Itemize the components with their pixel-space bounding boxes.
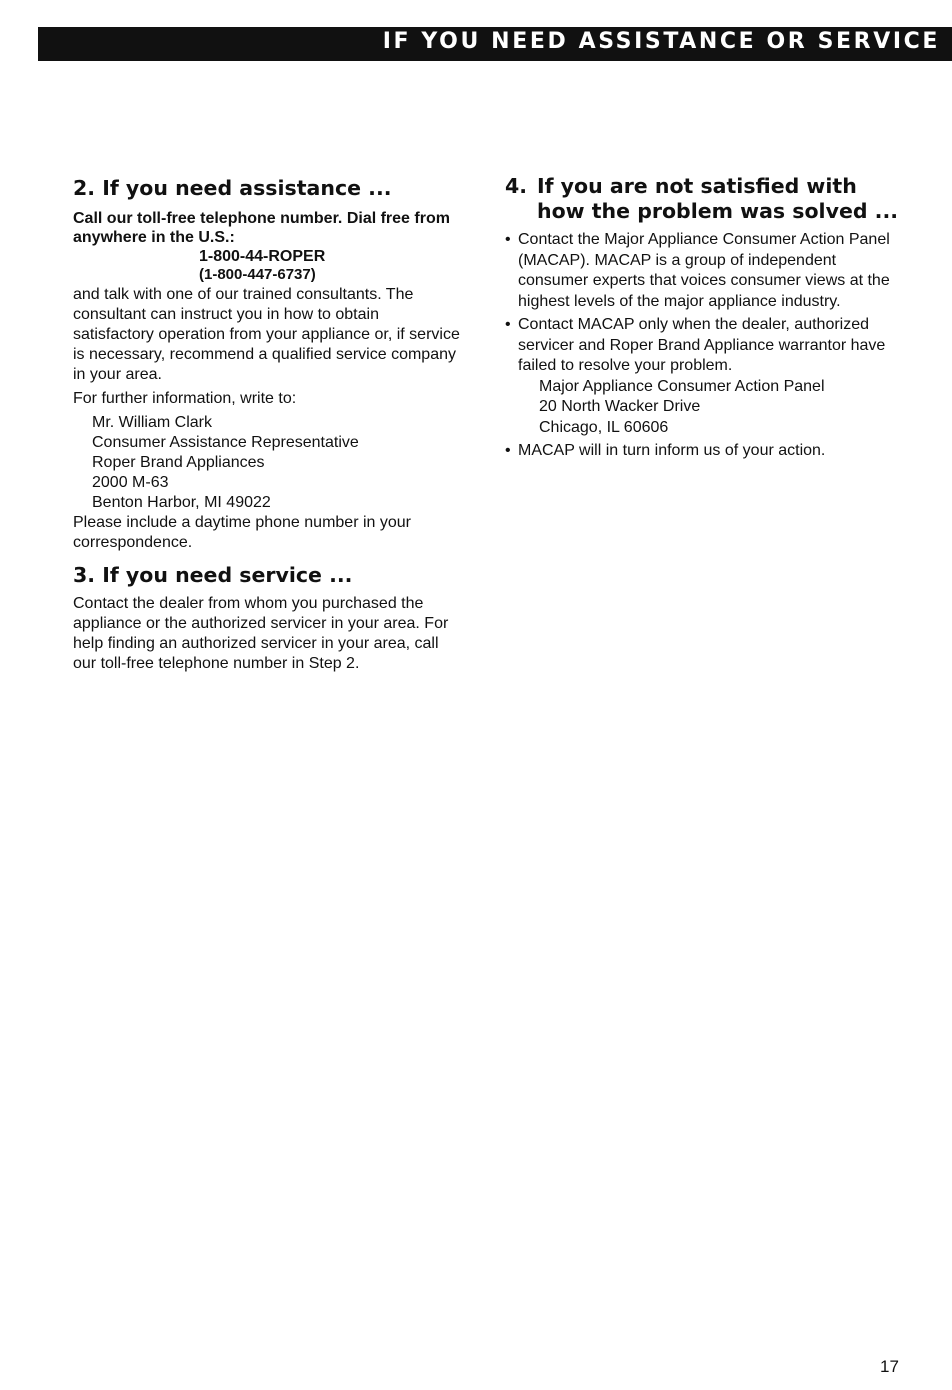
list-item-text: Contact the Major Appliance Consumer Action Panel (MACAP). MACAP is a group of independent consumer experts that voices consumer views at the highest levels of the major appliance industry. bbox=[518, 231, 890, 310]
bullet-icon: • bbox=[505, 442, 511, 459]
section-3-heading bbox=[73, 563, 463, 588]
address-line: 20 North Wacker Drive bbox=[539, 398, 701, 415]
address-line: Chicago, IL 60606 bbox=[539, 418, 669, 436]
section-2-lead: Call our toll-free telephone number. Dial free from anywhere in the U.S.: bbox=[73, 210, 450, 246]
macap-address bbox=[518, 377, 905, 439]
section-2-body: and talk with one of our trained consultants. The consultant can instruct you in how to obtain satisfactory operation from your appliance or, if service is necessary, recommend a qualified service company in your area. bbox=[73, 286, 460, 383]
bullet-icon: • bbox=[505, 316, 511, 333]
list-item bbox=[505, 230, 905, 312]
address-line: Benton Harbor, MI 49022 bbox=[92, 494, 271, 511]
section-4-title: If you are not satisfied with how the problem was solved ... bbox=[537, 174, 899, 223]
section-2-heading bbox=[73, 176, 463, 201]
phone-number-digits: (1-800-447-6737) bbox=[199, 266, 316, 283]
address-line: 2000 M-63 bbox=[92, 474, 169, 491]
page-header-title: IF YOU NEED ASSISTANCE OR SERVICE bbox=[382, 29, 940, 54]
list-item bbox=[505, 441, 905, 462]
right-column bbox=[505, 174, 905, 465]
section-3-number: 3. bbox=[73, 563, 96, 587]
header-bar bbox=[38, 27, 952, 61]
phone-number-word: 1-800-44-ROPER bbox=[199, 248, 326, 265]
section-3-title: If you need service ... bbox=[102, 563, 353, 587]
address-line: Roper Brand Appliances bbox=[92, 454, 265, 471]
page-number: 17 bbox=[880, 1357, 899, 1376]
mailing-address bbox=[73, 413, 463, 513]
section-2-number: 2. bbox=[73, 176, 96, 200]
left-column bbox=[73, 176, 463, 674]
bullet-icon: • bbox=[505, 231, 511, 248]
section-4-number: 4. bbox=[505, 174, 528, 198]
list-item-text: MACAP will in turn inform us of your action. bbox=[518, 442, 826, 459]
section-3-body: Contact the dealer from whom you purchased the appliance or the authorized servicer in your area. For help finding an authorized servicer in your area, call our toll-free telephone number in Step 2. bbox=[73, 595, 449, 672]
address-line: Mr. William Clark bbox=[92, 414, 212, 431]
list-item-text: Contact MACAP only when the dealer, authorized servicer and Roper Brand Appliance warrantor have failed to resolve your problem. bbox=[518, 316, 886, 374]
list-item bbox=[505, 315, 905, 438]
address-line: Consumer Assistance Representative bbox=[92, 434, 359, 451]
address-line: Major Appliance Consumer Action Panel bbox=[539, 377, 825, 395]
section-4 bbox=[505, 174, 905, 462]
section-2-title: If you need assistance ... bbox=[102, 176, 392, 200]
section-2 bbox=[73, 176, 463, 553]
section-2-write-to: For further information, write to: bbox=[73, 390, 297, 407]
section-4-bullet-list bbox=[505, 230, 905, 462]
section-4-heading bbox=[505, 174, 905, 224]
section-3 bbox=[73, 563, 463, 674]
section-2-closing: Please include a daytime phone number in your correspondence. bbox=[73, 514, 411, 551]
